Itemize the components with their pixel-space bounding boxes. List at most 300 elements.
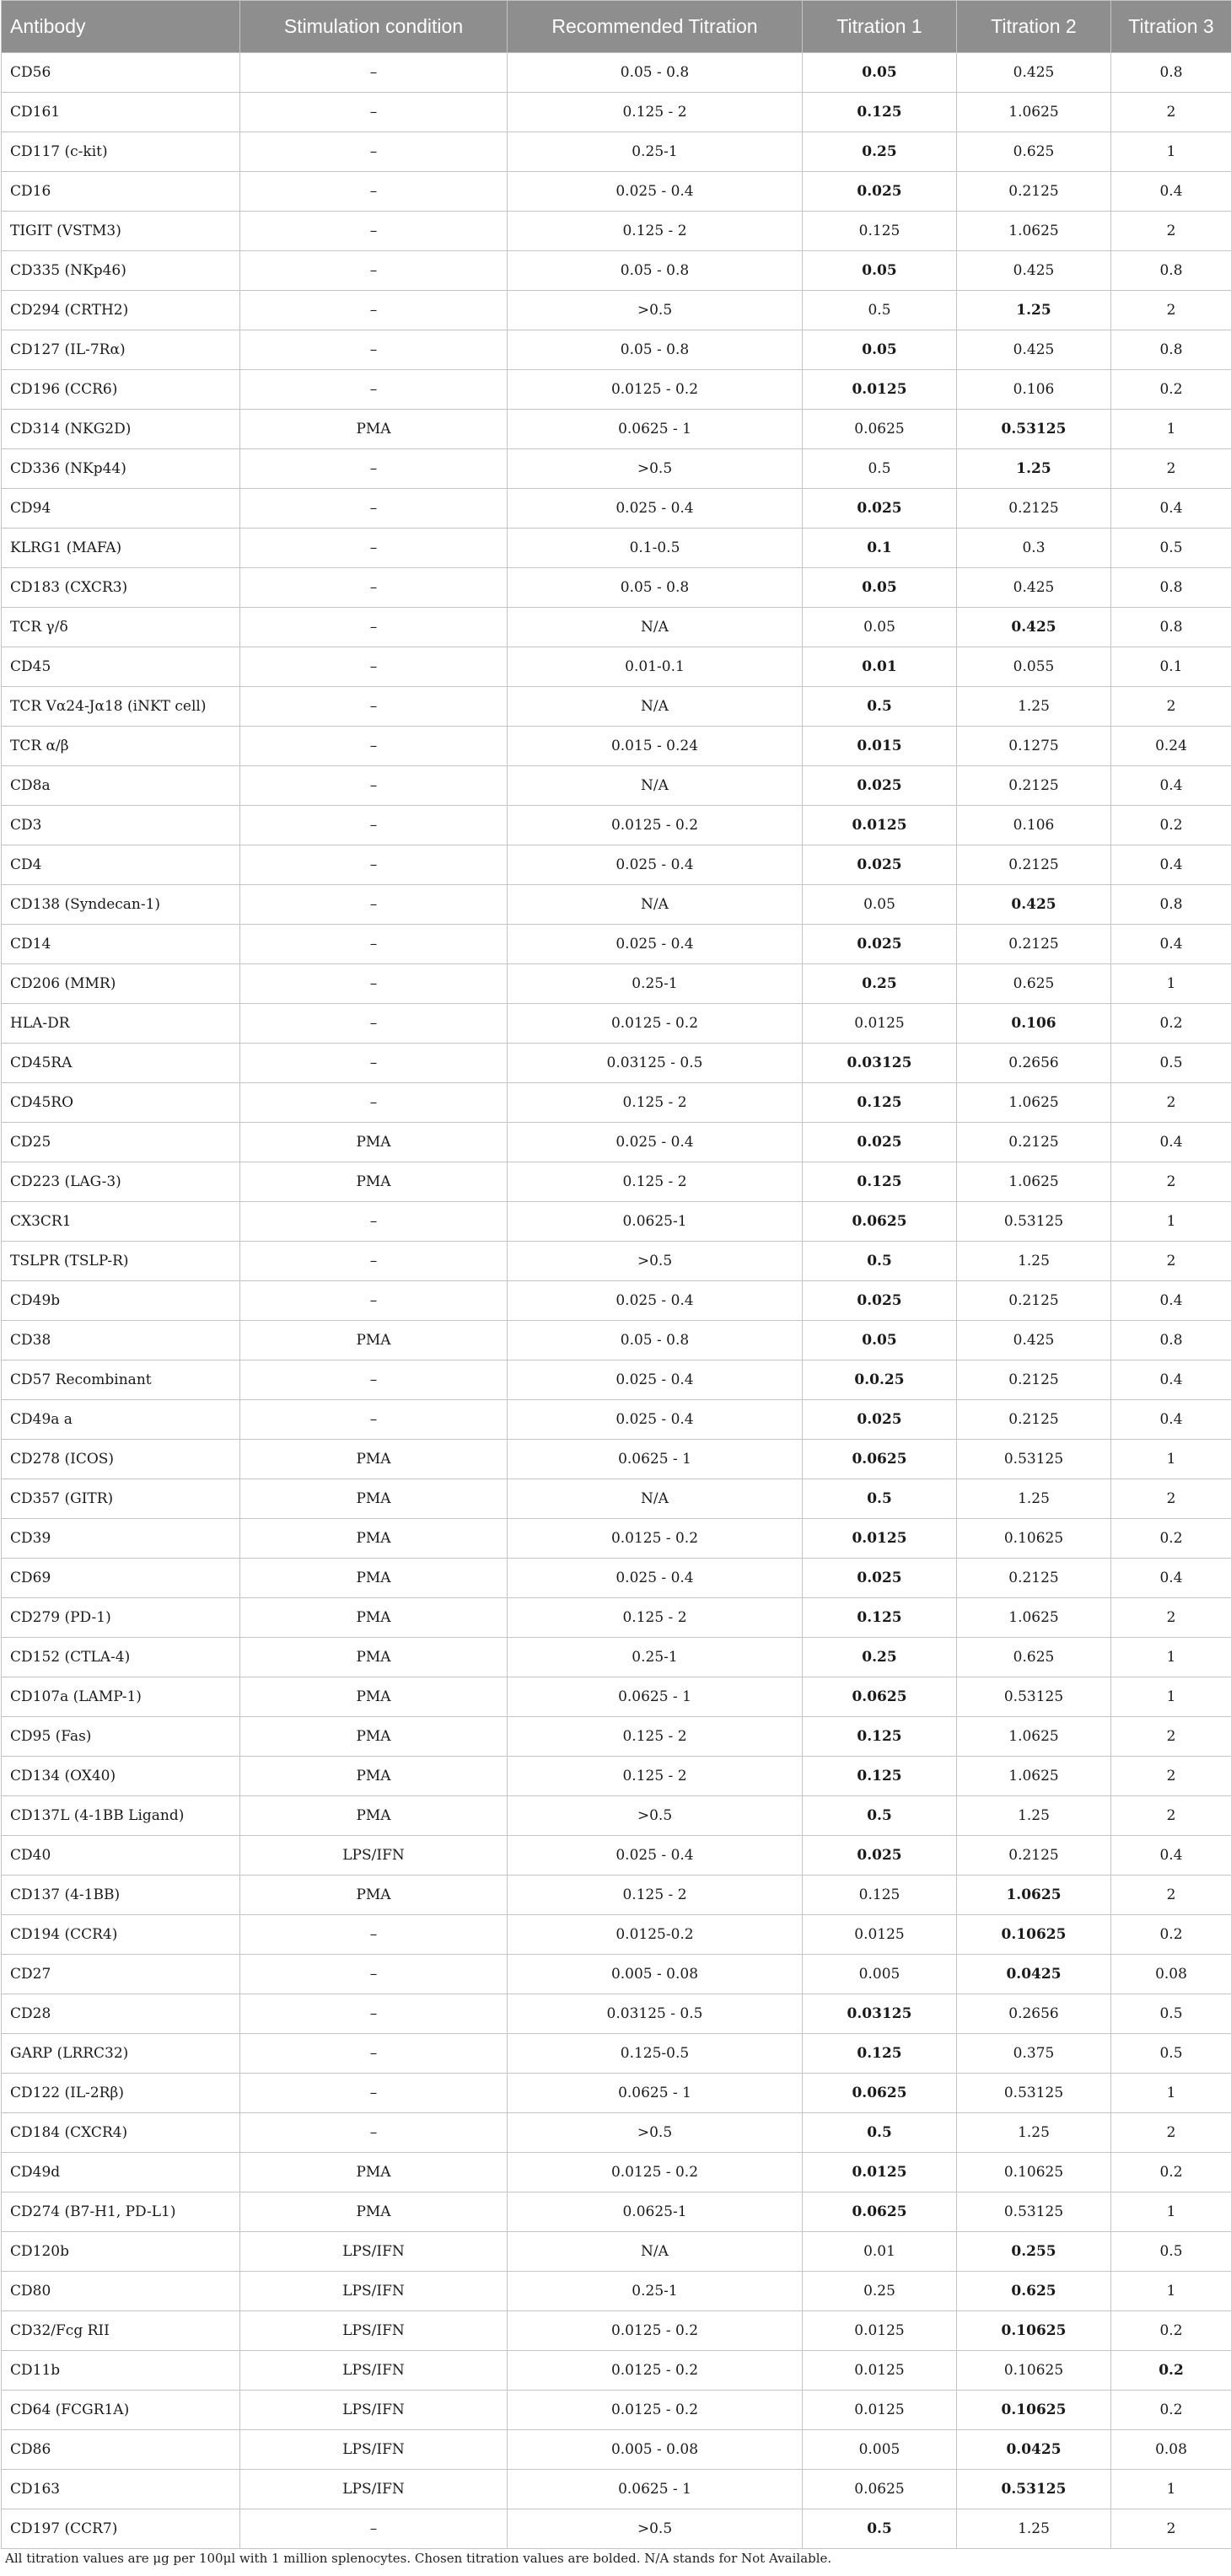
table-row [2,1717,1231,1757]
cell-titration-3: 2 [1111,1876,1231,1915]
cell-stimulation-condition: PMA [240,1321,508,1360]
cell-stimulation-condition: – [240,93,508,132]
cell-recommended-titration: 0.03125 - 0.5 [508,1044,803,1083]
cell-titration-1: 0.05 [803,1321,957,1360]
cell-titration-2: 0.10625 [957,1915,1111,1955]
table-row [2,1994,1231,2034]
cell-titration-1: 0.05 [803,568,957,608]
cell-recommended-titration: >0.5 [508,1242,803,1281]
cell-stimulation-condition: – [240,330,508,370]
cell-recommended-titration: 0.125 - 2 [508,212,803,251]
cell-titration-1: 0.125 [803,1876,957,1915]
table-row [2,1836,1231,1876]
cell-titration-3: 0.08 [1111,1955,1231,1994]
table-row [2,1162,1231,1202]
cell-titration-3: 0.24 [1111,727,1231,766]
table-row [2,1281,1231,1321]
cell-titration-2: 1.0625 [957,1598,1111,1638]
cell-recommended-titration: 0.025 - 0.4 [508,489,803,529]
cell-antibody: TCR Vα24-Jα18 (iNKT cell) [2,687,240,727]
table-row [2,2509,1231,2549]
cell-stimulation-condition: PMA [240,1162,508,1202]
cell-titration-2: 0.2125 [957,1400,1111,1440]
cell-titration-2: 0.53125 [957,2192,1111,2232]
table-row [2,2351,1231,2391]
cell-titration-2: 0.055 [957,647,1111,687]
cell-recommended-titration: 0.0125 - 0.2 [508,2153,803,2192]
table-row [2,212,1231,251]
cell-titration-2: 0.625 [957,2272,1111,2311]
cell-titration-3: 0.8 [1111,53,1231,93]
cell-recommended-titration: N/A [508,766,803,806]
cell-titration-2: 1.25 [957,1796,1111,1836]
cell-antibody: CD39 [2,1519,240,1559]
cell-antibody: CD40 [2,1836,240,1876]
cell-titration-2: 1.25 [957,1242,1111,1281]
cell-titration-1: 0.5 [803,1242,957,1281]
cell-stimulation-condition: PMA [240,410,508,449]
cell-stimulation-condition: LPS/IFN [240,2470,508,2509]
table-row [2,2470,1231,2509]
table-row [2,2192,1231,2232]
cell-titration-1: 0.125 [803,93,957,132]
cell-recommended-titration: N/A [508,885,803,925]
cell-titration-2: 0.10625 [957,2153,1111,2192]
cell-titration-2: 1.25 [957,2113,1111,2153]
table-row [2,806,1231,845]
cell-antibody: CD196 (CCR6) [2,370,240,410]
header-antibody: Antibody [2,1,240,53]
table-row [2,1400,1231,1440]
cell-stimulation-condition: – [240,1994,508,2034]
cell-titration-1: 0.1 [803,529,957,568]
cell-titration-1: 0.0125 [803,2351,957,2391]
cell-antibody: CD45 [2,647,240,687]
cell-stimulation-condition: – [240,370,508,410]
cell-stimulation-condition: PMA [240,1479,508,1519]
cell-stimulation-condition: – [240,529,508,568]
cell-stimulation-condition: – [240,132,508,172]
cell-antibody: CD152 (CTLA-4) [2,1638,240,1677]
cell-stimulation-condition: – [240,806,508,845]
cell-stimulation-condition: – [240,1400,508,1440]
cell-recommended-titration: 0.05 - 0.8 [508,568,803,608]
cell-titration-2: 0.425 [957,885,1111,925]
cell-recommended-titration: 0.0625 - 1 [508,1440,803,1479]
cell-recommended-titration: 0.0125 - 0.2 [508,2311,803,2351]
cell-stimulation-condition: – [240,212,508,251]
table-row [2,2272,1231,2311]
cell-antibody: TSLPR (TSLP-R) [2,1242,240,1281]
cell-stimulation-condition: – [240,2074,508,2113]
cell-recommended-titration: 0.125 - 2 [508,1757,803,1796]
cell-titration-1: 0.005 [803,2430,957,2470]
table-row [2,964,1231,1004]
table-row [2,251,1231,291]
cell-recommended-titration: >0.5 [508,2509,803,2549]
cell-titration-3: 0.5 [1111,529,1231,568]
cell-titration-3: 1 [1111,964,1231,1004]
cell-titration-3: 1 [1111,1440,1231,1479]
cell-titration-1: 0.5 [803,2509,957,2549]
cell-stimulation-condition: – [240,925,508,964]
cell-titration-1: 0.025 [803,845,957,885]
cell-titration-1: 0.0125 [803,1519,957,1559]
cell-titration-1: 0.03125 [803,1044,957,1083]
cell-stimulation-condition: LPS/IFN [240,2351,508,2391]
cell-titration-3: 2 [1111,1479,1231,1519]
table-row [2,845,1231,885]
cell-titration-2: 0.53125 [957,410,1111,449]
table-row [2,1796,1231,1836]
table-row [2,370,1231,410]
cell-stimulation-condition: PMA [240,1717,508,1757]
cell-titration-2: 0.2656 [957,1044,1111,1083]
cell-recommended-titration: 0.05 - 0.8 [508,53,803,93]
table-row [2,291,1231,330]
table-row [2,687,1231,727]
cell-recommended-titration: 0.25-1 [508,964,803,1004]
cell-titration-3: 2 [1111,687,1231,727]
cell-antibody: CD69 [2,1559,240,1598]
cell-titration-3: 0.2 [1111,2311,1231,2351]
cell-titration-2: 0.255 [957,2232,1111,2272]
cell-titration-3: 1 [1111,410,1231,449]
table-row [2,2430,1231,2470]
cell-stimulation-condition: – [240,1044,508,1083]
table-body [2,53,1231,2549]
cell-antibody: CD80 [2,2272,240,2311]
cell-titration-1: 0.01 [803,2232,957,2272]
table-row [2,1955,1231,1994]
cell-stimulation-condition: PMA [240,1440,508,1479]
cell-titration-1: 0.0125 [803,2311,957,2351]
cell-titration-2: 0.53125 [957,2074,1111,2113]
cell-antibody: CD107a (LAMP-1) [2,1677,240,1717]
cell-titration-1: 0.025 [803,1400,957,1440]
cell-titration-2: 1.0625 [957,93,1111,132]
cell-titration-1: 0.0125 [803,2391,957,2430]
cell-stimulation-condition: PMA [240,1757,508,1796]
cell-stimulation-condition: – [240,1360,508,1400]
cell-titration-3: 2 [1111,2113,1231,2153]
cell-stimulation-condition: LPS/IFN [240,2232,508,2272]
cell-antibody: TCR α/β [2,727,240,766]
cell-titration-3: 0.2 [1111,2153,1231,2192]
cell-titration-2: 1.25 [957,291,1111,330]
cell-stimulation-condition: – [240,1955,508,1994]
cell-antibody: CD183 (CXCR3) [2,568,240,608]
cell-titration-1: 0.125 [803,2034,957,2074]
table-row [2,1677,1231,1717]
cell-titration-1: 0.025 [803,489,957,529]
cell-titration-3: 0.2 [1111,1519,1231,1559]
cell-titration-2: 1.25 [957,2509,1111,2549]
cell-antibody: CD274 (B7-H1, PD-L1) [2,2192,240,2232]
cell-titration-2: 0.2125 [957,1281,1111,1321]
cell-stimulation-condition: LPS/IFN [240,2430,508,2470]
table-row [2,1559,1231,1598]
cell-titration-2: 0.0425 [957,2430,1111,2470]
cell-recommended-titration: N/A [508,1479,803,1519]
cell-titration-3: 0.8 [1111,330,1231,370]
table-row [2,93,1231,132]
cell-recommended-titration: 0.025 - 0.4 [508,1836,803,1876]
cell-antibody: CD137 (4-1BB) [2,1876,240,1915]
cell-titration-3: 1 [1111,132,1231,172]
cell-recommended-titration: 0.025 - 0.4 [508,172,803,212]
cell-titration-2: 0.10625 [957,1519,1111,1559]
cell-titration-1: 0.0125 [803,2153,957,2192]
cell-stimulation-condition: PMA [240,1876,508,1915]
cell-titration-1: 0.5 [803,449,957,489]
cell-recommended-titration: 0.025 - 0.4 [508,1281,803,1321]
cell-titration-1: 0.05 [803,53,957,93]
cell-recommended-titration: 0.25-1 [508,132,803,172]
cell-antibody: KLRG1 (MAFA) [2,529,240,568]
cell-recommended-titration: 0.0125 - 0.2 [508,806,803,845]
cell-titration-2: 0.2125 [957,1559,1111,1598]
cell-titration-2: 0.2125 [957,1360,1111,1400]
cell-recommended-titration: 0.025 - 0.4 [508,845,803,885]
cell-titration-1: 0.125 [803,212,957,251]
cell-recommended-titration: 0.125 - 2 [508,1876,803,1915]
cell-titration-2: 0.53125 [957,2470,1111,2509]
table-row [2,1360,1231,1400]
cell-recommended-titration: 0.05 - 0.8 [508,330,803,370]
cell-titration-2: 0.53125 [957,1440,1111,1479]
cell-titration-1: 0.0125 [803,1915,957,1955]
cell-titration-1: 0.0125 [803,1004,957,1044]
cell-titration-2: 0.2125 [957,845,1111,885]
cell-titration-3: 0.08 [1111,2430,1231,2470]
cell-antibody: CD336 (NKp44) [2,449,240,489]
cell-recommended-titration: 0.1-0.5 [508,529,803,568]
cell-recommended-titration: 0.125 - 2 [508,1717,803,1757]
cell-stimulation-condition: PMA [240,2153,508,2192]
table-row [2,132,1231,172]
cell-titration-3: 1 [1111,1202,1231,1242]
cell-titration-1: 0.0625 [803,1440,957,1479]
cell-titration-1: 0.025 [803,1123,957,1162]
cell-stimulation-condition: – [240,727,508,766]
cell-titration-3: 0.4 [1111,1559,1231,1598]
cell-titration-3: 0.5 [1111,1044,1231,1083]
table-row [2,1479,1231,1519]
cell-antibody: CD56 [2,53,240,93]
cell-recommended-titration: 0.025 - 0.4 [508,1400,803,1440]
cell-titration-2: 0.2125 [957,925,1111,964]
cell-stimulation-condition: – [240,53,508,93]
cell-stimulation-condition: PMA [240,1559,508,1598]
cell-titration-3: 2 [1111,1162,1231,1202]
cell-titration-1: 0.025 [803,1281,957,1321]
cell-recommended-titration: 0.025 - 0.4 [508,1559,803,1598]
cell-stimulation-condition: PMA [240,2192,508,2232]
cell-titration-1: 0.01 [803,647,957,687]
table-row [2,2074,1231,2113]
cell-titration-2: 0.625 [957,132,1111,172]
cell-titration-2: 0.425 [957,608,1111,647]
table-row [2,1242,1231,1281]
cell-titration-1: 0.125 [803,1717,957,1757]
cell-titration-1: 0.0625 [803,2074,957,2113]
cell-antibody: CD194 (CCR4) [2,1915,240,1955]
table-row [2,1202,1231,1242]
cell-titration-3: 0.2 [1111,2351,1231,2391]
cell-stimulation-condition: LPS/IFN [240,1836,508,1876]
table-row [2,1083,1231,1123]
cell-stimulation-condition: PMA [240,1123,508,1162]
header-titration-3: Titration 3 [1111,1,1231,53]
cell-titration-3: 0.4 [1111,1400,1231,1440]
cell-titration-3: 0.4 [1111,766,1231,806]
cell-titration-2: 1.0625 [957,1162,1111,1202]
header-recommended-titration: Recommended Titration [508,1,803,53]
cell-titration-3: 2 [1111,1242,1231,1281]
cell-titration-3: 0.1 [1111,647,1231,687]
cell-stimulation-condition: – [240,449,508,489]
cell-stimulation-condition: LPS/IFN [240,2272,508,2311]
cell-recommended-titration: >0.5 [508,449,803,489]
cell-titration-2: 0.425 [957,251,1111,291]
cell-titration-1: 0.25 [803,1638,957,1677]
cell-antibody: CD3 [2,806,240,845]
cell-recommended-titration: 0.25-1 [508,1638,803,1677]
cell-recommended-titration: 0.0625-1 [508,2192,803,2232]
cell-antibody: CD38 [2,1321,240,1360]
cell-titration-1: 0.5 [803,291,957,330]
cell-stimulation-condition: – [240,1915,508,1955]
table-row [2,1123,1231,1162]
table-row [2,568,1231,608]
cell-recommended-titration: 0.0125 - 0.2 [508,370,803,410]
cell-titration-3: 0.8 [1111,885,1231,925]
cell-antibody: CD45RA [2,1044,240,1083]
cell-recommended-titration: N/A [508,608,803,647]
cell-titration-3: 0.4 [1111,1123,1231,1162]
cell-titration-1: 0.05 [803,251,957,291]
cell-titration-1: 0.125 [803,1083,957,1123]
cell-titration-1: 0.25 [803,132,957,172]
cell-antibody: CD49d [2,2153,240,2192]
cell-antibody: CD184 (CXCR4) [2,2113,240,2153]
cell-titration-2: 0.53125 [957,1677,1111,1717]
cell-stimulation-condition: – [240,687,508,727]
cell-titration-3: 1 [1111,2192,1231,2232]
cell-stimulation-condition: LPS/IFN [240,2311,508,2351]
cell-antibody: CD206 (MMR) [2,964,240,1004]
table-row [2,2391,1231,2430]
table-row [2,489,1231,529]
cell-titration-2: 1.0625 [957,1876,1111,1915]
cell-stimulation-condition: – [240,964,508,1004]
cell-titration-1: 0.015 [803,727,957,766]
cell-titration-2: 0.106 [957,806,1111,845]
cell-titration-3: 2 [1111,93,1231,132]
cell-stimulation-condition: PMA [240,1598,508,1638]
cell-antibody: CD127 (IL-7Rα) [2,330,240,370]
cell-titration-1: 0.25 [803,964,957,1004]
cell-stimulation-condition: – [240,1083,508,1123]
cell-antibody: CD57 Recombinant [2,1360,240,1400]
cell-antibody: TCR γ/δ [2,608,240,647]
cell-antibody: CD8a [2,766,240,806]
table-row [2,1004,1231,1044]
table-row [2,766,1231,806]
cell-titration-1: 0.25 [803,2272,957,2311]
header-titration-2: Titration 2 [957,1,1111,53]
cell-recommended-titration: 0.25-1 [508,2272,803,2311]
cell-titration-3: 0.8 [1111,1321,1231,1360]
cell-stimulation-condition: – [240,2113,508,2153]
cell-stimulation-condition: – [240,172,508,212]
cell-recommended-titration: 0.015 - 0.24 [508,727,803,766]
cell-antibody: CD197 (CCR7) [2,2509,240,2549]
cell-titration-3: 0.4 [1111,1836,1231,1876]
cell-recommended-titration: 0.05 - 0.8 [508,251,803,291]
cell-recommended-titration: N/A [508,2232,803,2272]
cell-titration-3: 0.4 [1111,489,1231,529]
cell-titration-3: 0.4 [1111,1360,1231,1400]
cell-stimulation-condition: – [240,489,508,529]
cell-titration-2: 0.0425 [957,1955,1111,1994]
header-row [2,1,1231,53]
table-row [2,885,1231,925]
cell-titration-3: 1 [1111,2074,1231,2113]
cell-antibody: CD134 (OX40) [2,1757,240,1796]
cell-recommended-titration: 0.0625-1 [508,1202,803,1242]
cell-titration-2: 0.3 [957,529,1111,568]
cell-titration-2: 0.625 [957,1638,1111,1677]
cell-antibody: CD64 (FCGR1A) [2,2391,240,2430]
cell-titration-2: 0.1275 [957,727,1111,766]
cell-recommended-titration: 0.01-0.1 [508,647,803,687]
cell-antibody: CD49b [2,1281,240,1321]
table-header [2,1,1231,53]
cell-stimulation-condition: – [240,885,508,925]
cell-titration-1: 0.025 [803,925,957,964]
cell-antibody: CD161 [2,93,240,132]
cell-recommended-titration: 0.0125 - 0.2 [508,1004,803,1044]
cell-titration-1: 0.0625 [803,2192,957,2232]
cell-antibody: CD163 [2,2470,240,2509]
table-row [2,1598,1231,1638]
cell-titration-3: 2 [1111,291,1231,330]
cell-titration-2: 1.0625 [957,212,1111,251]
cell-titration-2: 0.106 [957,1004,1111,1044]
cell-titration-2: 0.425 [957,330,1111,370]
cell-titration-3: 1 [1111,2272,1231,2311]
cell-recommended-titration: 0.125 - 2 [508,1598,803,1638]
cell-titration-3: 0.4 [1111,172,1231,212]
table-row [2,2113,1231,2153]
cell-titration-2: 0.2125 [957,489,1111,529]
table-row [2,1321,1231,1360]
cell-recommended-titration: >0.5 [508,2113,803,2153]
cell-titration-2: 0.10625 [957,2311,1111,2351]
cell-stimulation-condition: – [240,1202,508,1242]
cell-titration-3: 0.5 [1111,2232,1231,2272]
table-footnote: All titration values are μg per 100μl with 1 million splenocytes. Chosen titration values are bolded. N/A stands for Not Available. [5,2551,832,2566]
cell-titration-3: 0.5 [1111,1994,1231,2034]
cell-recommended-titration: 0.025 - 0.4 [508,1123,803,1162]
cell-titration-1: 0.5 [803,687,957,727]
cell-titration-1: 0.125 [803,1162,957,1202]
cell-titration-1: 0.005 [803,1955,957,1994]
table-row [2,1757,1231,1796]
cell-antibody: CD335 (NKp46) [2,251,240,291]
